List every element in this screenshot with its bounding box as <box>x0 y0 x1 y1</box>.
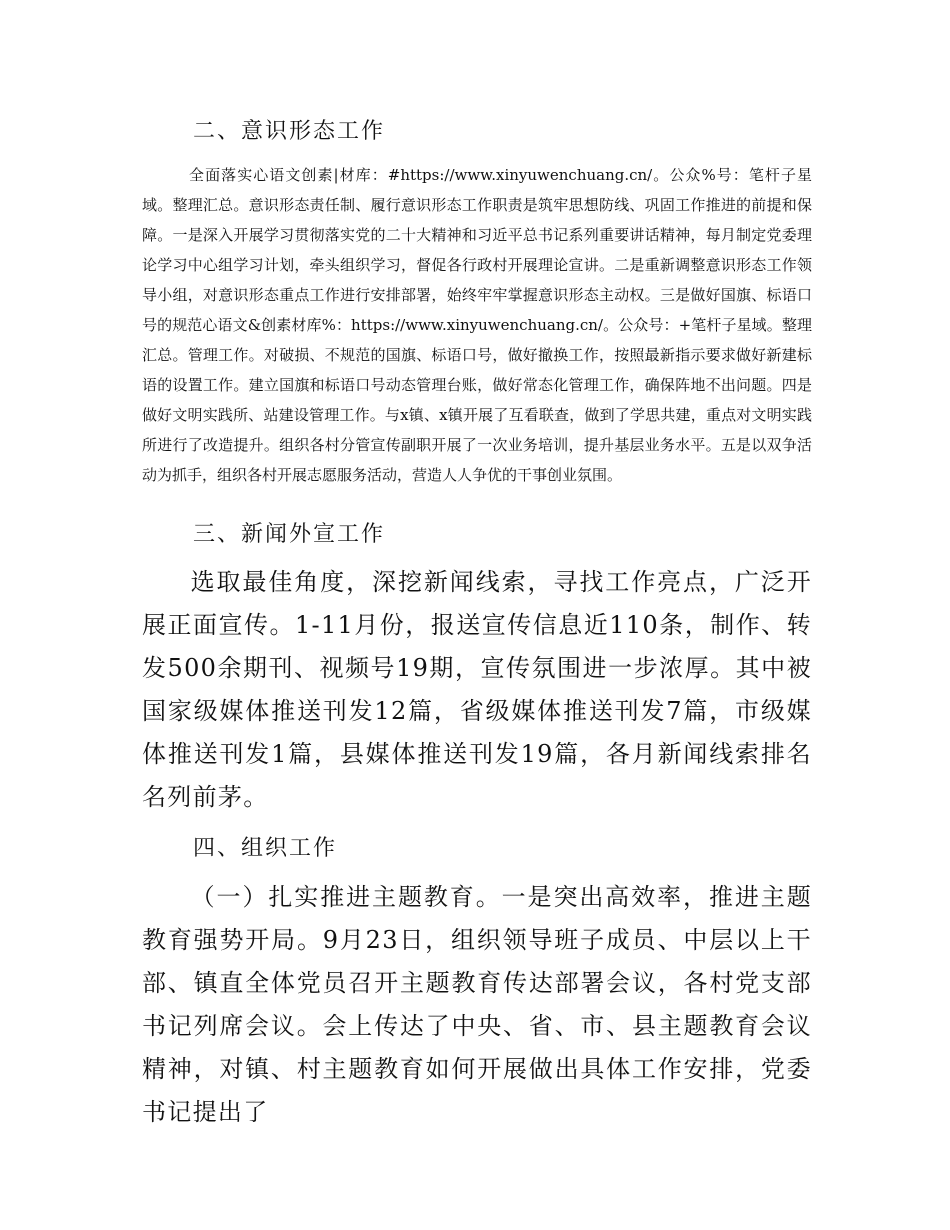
section-4-text: （一）扎实推进主题教育。一是突出高效率，推进主题教育强势开局。9月23日，组织领导班子成员、中层以上干部、镇直全体党员召开主题教育传达部署会议，各村党支部书记列席会议。会上传达了中央、省、市、县主题教育会议精神，对镇、村主题教育如何开展做出具体工作安排，党委书记提出了 <box>142 883 812 1126</box>
section-2-heading: 二、意识形态工作 <box>193 119 386 144</box>
section-3-heading: 三、新闻外宣工作 <box>193 522 386 547</box>
section-4-paragraph <box>142 876 812 1134</box>
section-2-paragraph <box>142 160 812 490</box>
section-3-text: 选取最佳角度，深挖新闻线索，寻找工作亮点，广泛开展正面宣传。1-11月份，报送宣传信息近110条，制作、转发500余期刊、视频号19期，宣传氛围进一步浓厚。其中被国家级媒体推送刊发12篇，省级媒体推送刊发7篇，市级媒体推送刊发1篇，县媒体推送刊发19篇，各月新闻线索排名名列前茅。 <box>142 568 812 811</box>
section-4-heading: 四、组织工作 <box>193 836 338 861</box>
section-3-paragraph <box>142 561 812 819</box>
section-2-text: 全面落实心语文创素|材库：#https://www.xinyuwenchuang.cn/。公众%号：笔杆子星域。整理汇总。意识形态责任制、履行意识形态工作职责是筑牢思想防线、巩固工作推进的前提和保障。一是深入开展学习贯彻落实党的二十大精神和习近平总书记系列重要讲话精神，每月制定党委理论学习中心组学习计划，牵头组织学习，督促各行政村开展理论宣讲。二是重新调整意识形态工作领导小组，对意识形态重点工作进行安排部署，始终牢牢掌握意识形态主动权。三是做好国旗、标语口号的规范心语文&创素材库%：https://www.xinyuwenchuang.cn/。公众号：+笔杆子星域。整理汇总。管理工作。对破损、不规范的国旗、标语口号，做好撤换工作，按照最新指示要求做好新建标语的设置工作。建立国旗和标语口号动态管理台账，做好常态化管理工作，确保阵地不出问题。四是做好文明实践所、站建设管理工作。与x镇、x镇开展了互看联查，做到了学思共建，重点对文明实践所进行了改造提升。组织各村分管宣传副职开展了一次业务培训，提升基层业务水平。五是以双争活动为抓手，组织各村开展志愿服务活动，营造人人争优的干事创业氛围。 <box>142 166 812 484</box>
